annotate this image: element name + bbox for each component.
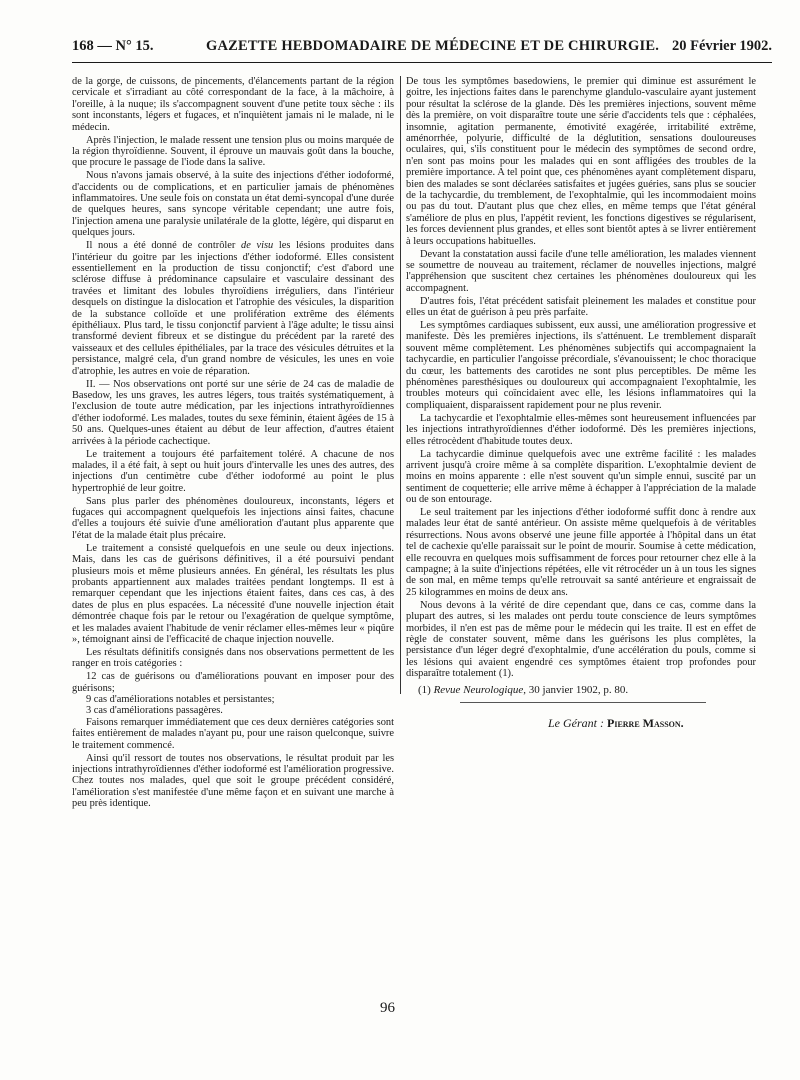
footnote-citation: , 30 janvier 1902, p. 80. [523, 684, 629, 696]
page-number: 168 — N° 15. [72, 38, 154, 54]
list-item: 12 cas de guérisons ou d'améliorations pouvant en imposer pour des guérisons; [72, 671, 394, 694]
text-run: Il nous a été donné de contrôler [86, 240, 242, 252]
paragraph: II. — Nos observations ont porté sur une série de 24 cas de maladie de Basedow, les uns graves, les autres légers, tous traités systématiquement, à l'exclusion de toute autre médication, par les injections intrathyroïdiennes d'éther iodoformé. Les malades, toutes du sexe féminin, étaient âgées de 15 à 50 ans. Quelques-unes étaient au début de leur affection, d'autres étaient arrivées à la période cachectique. [72, 378, 394, 447]
paragraph: De tous les symptômes basedowiens, le premier qui diminue est assurément le goitre, les injections faites dans le parenchyme glandulo-vasculaire ayant justement pour résultat la sclérose de la glande. Dès les premières injections, souvent même dès la première, on voit disparaître toute une série d'accidents tels que : céphalées, insomnie, agitation permanente, émotivité exagérée, irritabilité extrême, aménorrhée, polyurie, difficulté de la déglutition, sensations douloureuses oculaires, qui, s'ils constituent pour le médecin des symptômes de second ordre, n'en sont pas moins pour les malades qui en sont affligées des troubles de la première importance. A tel point que, ces phénomènes ayant complètement disparu, bien des malades se sont déclarées satisfaites et jugées guéries, sans plus se soucier de la tachycardie, du tremblement, de l'exophtalmie, qui les incommodaient moins ou pas du tout. D'autant plus que chez elles, en même temps que l'état général s'améliore de plus en plus, l'appétit revient, les fonctions digestives se régularisent, les forces deviennent plus grandes, et elles sont bientôt aptes à se livrer entièrement à leurs occupations habituelles. [406, 76, 756, 247]
column-divider [400, 76, 401, 694]
text-run: les lésions produites dans l'intérieur du goitre par les injections d'éther iodoformé. Elles consistent essentiellement en la production de tissu conjonctif; c'est d'abord une sclérose diffuse à prédominance capsulaire et vasculaire dessinant des travées et limitant des lobules thyroïdiens irréguliers, dans l'intérieur desquels on distingue la dislocation et l'atrophie des vésicules, la disparition de la substance colloïde et une prolifération extrême des éléments épithéliaux. Plus tard, le tissu conjonctif parvient à l'âge adulte; le tissu ainsi transformé devient fibreux et se distingue du précédent par la rareté des vaisseaux et des cellules épithéliales, par la trace des vésicules détruites et la persistance, malgré cela, d'un grand nombre de vésicules, les unes en voie d'atrophie, les autres en voie de réparation. [72, 240, 394, 377]
folio-number: 96 [380, 1000, 395, 1016]
paragraph: Après l'injection, le malade ressent une tension plus ou moins marquée de la région thyroïdienne. Souvent, il éprouve un mauvais goût dans la bouche, que procure le passage de l'iode dans la salive. [72, 134, 394, 169]
footnote-rule [460, 702, 706, 703]
paragraph: Le seul traitement par les injections d'éther iodoformé suffit donc à rendre aux malades leur état de santé antérieur. On assiste même quelquefois à de véritables résurrections. Nous avons observé une jeune fille apportée à l'hôpital dans un état tel de cachexie qu'elle paraissait sur le point de mourir. Soumise à cette médication, elle recouvra en quelques mois suffisamment de forces pour retourner chez elle à la campagne; à la suite d'injections répétées, elle vit rétrocéder un à un tous les signes de son mal, en même temps qu'elle retrouvait sa santé antérieure et engraissait de 25 kilogrammes en moins de deux ans. [406, 507, 756, 598]
paragraph: Nous n'avons jamais observé, à la suite des injections d'éther iodoformé, d'accidents ou de complications, et en particulier jamais de phénomènes inflammatoires. Une seule fois on constata un état demi-syncopal d'une durée de quelques heures, sans syncope véritable cependant; une autre fois, l'injection amena une paralysie unilatérale de la glotte, légère, qui disparut en quelques jours. [72, 170, 394, 239]
paragraph: Nous devons à la vérité de dire cependant que, dans ce cas, comme dans la plupart des autres, si les malades ont perdu toute conscience de leurs symptômes morbides, il n'en est pas de même pour le médecin qui les traite. Il est en effet de règle de constater souvent, même dans les guérisons les plus complètes, la persistance d'un léger degré d'exophtalmie, d'une accélération du pouls, comme si les lésions qui avaient engendré ces symptômes étaient trop profondes pour disparaître totalement (1). [406, 599, 756, 680]
signature-label: Le Gérant : [548, 716, 604, 730]
paragraph: Les résultats définitifs consignés dans nos observations permettent de les ranger en trois catégories : [72, 646, 394, 670]
header-rule [72, 62, 772, 63]
journal-title: GAZETTE HEBDOMADAIRE DE MÉDECINE ET DE CHIRURGIE. [206, 38, 660, 54]
paragraph: D'autres fois, l'état précédent satisfait pleinement les malades et constitue pour elles un état de guérison à peu près parfaite. [406, 295, 756, 319]
paragraph: La tachycardie et l'exophtalmie elles-mêmes sont heureusement influencées par les injections intrathyroïdiennes d'éther iodoformé. Dès les premières injections, elles rétrocèdent d'habitude toutes deux. [406, 412, 756, 447]
paragraph: Ainsi qu'il ressort de toutes nos observations, le résultat produit par les injections intrathyroïdiennes d'éther iodoformé est l'amélioration progressive. Chez toutes nos malades, quel que soit le groupe précédent considéré, l'amélioration s'est manifestée d'une même façon et en suivant une marche à peu près identique. [72, 752, 395, 810]
paragraph: Le traitement a toujours été parfaitement toléré. A chacune de nos malades, il a été fait, à sept ou huit jours d'intervalle les unes des autres, des injections d'un centimètre cube d'éther iodoformé au point le plus hypertrophié de leur goitre. [72, 448, 394, 494]
signature-name: Pierre Masson. [607, 716, 684, 730]
paragraph: Sans plus parler des phénomènes douloureux, inconstants, légers et fugaces qui accompagnent quelquefois les injections ainsi faites, chacune d'elles a toujours été suivie d'une amélioration d'autant plus apparente que l'état de la malade était plus précaire. [72, 495, 394, 541]
footnote-marker: (1) [418, 684, 431, 696]
issue-date: 20 Février 1902. [672, 38, 772, 54]
italic-text: de visu [241, 240, 274, 252]
list-item: 3 cas d'améliorations passagères. [86, 705, 223, 717]
paragraph: Les symptômes cardiaques subissent, eux aussi, une amélioration progressive et manifeste. Dès les premières injections, ils s'atténuent. Le tremblement disparaît souvent même complètement. Les phénomènes subjectifs qui accompagnaient la tachycardie, en particulier l'angoisse précordiale, s'évanouissent; le choc thoracique du cœur, les battements des carotides ne sont plus perceptibles. De même les phénomènes paresthésiques ou douloureux qui accompagnaient l'exophtalmie, les troubles moteurs qui coïncidaient avec elle, les lésions inflammatoires qui la compliquaient, disparaissent rapidement pour ne plus revenir. [406, 320, 756, 411]
running-head [72, 38, 772, 60]
signature [548, 716, 684, 731]
paragraph: Devant la constatation aussi facile d'une telle amélioration, les malades viennent se soumettre de nouveau au traitement, réclamer de nouvelles injections, malgré l'appréhension que suscitent chez certaines les phénomènes douloureux qui les accompagnent. [406, 248, 756, 294]
paragraph: Le traitement a consisté quelquefois en une seule ou deux injections. Mais, dans les cas de guérisons définitives, il a été poursuivi pendant plusieurs mois et même plusieurs années. En général, les résultats les plus probants appartiennent aux malades traitées pendant longtemps. Il est à remarquer cependant que les injections étaient faites, dans ces cas, à des dates de plus en plus espacées. La nécessité d'une nouvelle injection était démontrée chaque fois par le retour ou l'exagération de quelque symptôme, et les malades avaient l'habitude de venir réclamer elles-mêmes leur « piqûre », témoignant ainsi de l'efficacité de chaque injection nouvelle. [72, 542, 394, 645]
right-column [406, 76, 756, 681]
paragraph: de la gorge, de cuissons, de pincements, d'élancements partant de la région cervicale et s'irradiant au côté correspondant de la face, à la mâchoire, à l'oreille, à la nuque; ils s'accompagnent souvent d'une petite toux sèche : ils sont inconstants, légers et fugaces, et n'inquiètent jamais ni le malade, ni le médecin. [72, 76, 394, 133]
paragraph: La tachycardie diminue quelquefois avec une extrême facilité : les malades arrivent jusqu'à croire même à sa complète disparition. L'exophtalmie devient de moins en moins apparente : elle n'est souvent qu'un simple ennui, suscité par un sentiment de coquetterie; elle arrive même à échapper à l'appréciation de la malade ou de son entourage. [406, 448, 756, 506]
paragraph [72, 240, 394, 377]
footnote [418, 684, 748, 697]
footnote-journal: Revue Neurologique [433, 684, 524, 696]
paragraph: Faisons remarquer immédiatement que ces deux dernières catégories sont faites entièrement de malades n'ayant pu, pour une raison quelconque, suivre le traitement commencé. [72, 716, 394, 751]
list-item: 9 cas d'améliorations notables et persistantes; [86, 694, 275, 706]
left-column [72, 76, 394, 811]
